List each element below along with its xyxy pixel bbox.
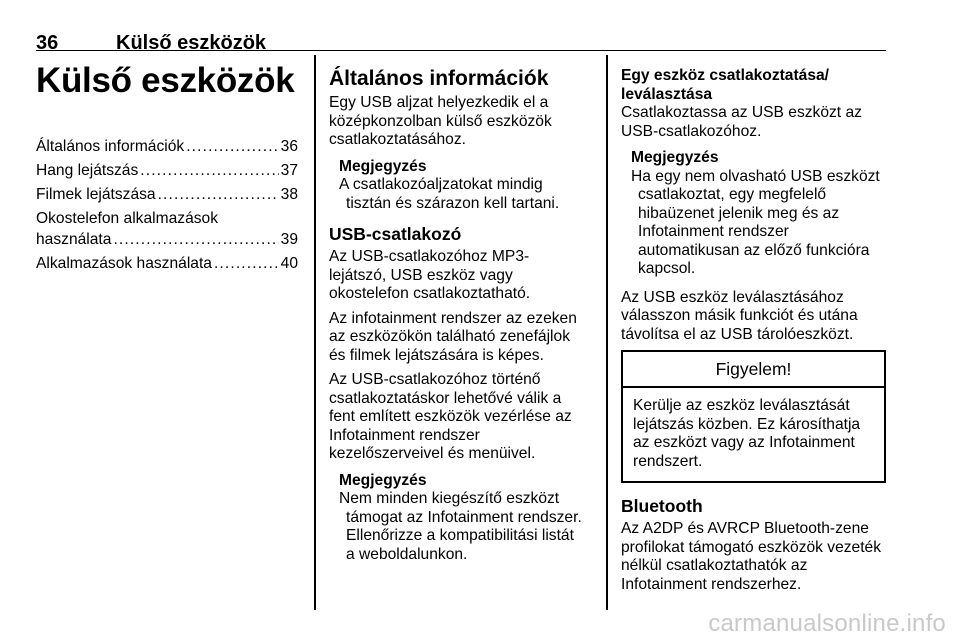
warning-title: Figyelem! bbox=[623, 352, 884, 388]
toc-label: Alkalmazások használata bbox=[36, 255, 212, 272]
column-general-info bbox=[329, 58, 585, 574]
paragraph: Az USB-csatlakozóhoz MP3-lejátszó, USB eszköz vagy okostelefon csatlakoztatható. bbox=[329, 248, 531, 302]
table-of-contents bbox=[36, 136, 298, 274]
note-title: Megjegyzés bbox=[631, 149, 719, 166]
toc-page: 40 bbox=[280, 255, 298, 272]
note-box bbox=[339, 472, 585, 565]
section-heading: Általános információk bbox=[329, 67, 549, 90]
chapter-title: Külső eszközök bbox=[36, 61, 295, 100]
toc-leader bbox=[113, 229, 278, 250]
section-heading: Egy eszköz csatlakoztatása/ leválasztása bbox=[621, 67, 830, 103]
toc-page: 37 bbox=[280, 162, 298, 179]
note-box bbox=[339, 158, 585, 214]
paragraph: Csatlakoztassa az USB eszközt az USB-csatlakozóhoz. bbox=[621, 104, 862, 140]
subsection-heading: USB-csatlakozó bbox=[329, 224, 462, 244]
toc-label: Hang lejátszás bbox=[36, 162, 139, 179]
note-box bbox=[631, 149, 886, 279]
paragraph: Az USB-csatlakozóhoz történő csatlakoztatáskor lehetővé válik a fent említett eszközök vezérlése az Infotainment rendszer kezelőszerveivel és menüivel. bbox=[329, 371, 572, 462]
paragraph: Az infotainment rendszer az ezeken az eszközökön található zenefájlok és filmek lejátszására is képes. bbox=[329, 309, 577, 364]
toc-entry[interactable] bbox=[36, 160, 298, 181]
watermark: carmanualsonline.info bbox=[708, 610, 946, 637]
toc-entry[interactable] bbox=[36, 208, 298, 250]
note-text: Nem minden kiegészítő eszközt támogat az Infotainment rendszer. Ellenőrizze a kompatibilitási listát a weboldalunkon. bbox=[339, 490, 582, 563]
page-header bbox=[36, 14, 886, 54]
note-text: A csatlakozóaljzatokat mindig tisztán és szárazon kell tartani. bbox=[339, 176, 560, 212]
toc-label: Általános információk bbox=[36, 138, 185, 155]
toc-page: 38 bbox=[280, 186, 298, 203]
toc-leader bbox=[158, 184, 279, 205]
column-divider-1 bbox=[314, 55, 316, 610]
paragraph: Az USB eszköz leválasztásához válasszon másik funkciót és utána távolítsa el az USB tárolóeszközt. bbox=[621, 288, 858, 343]
toc-leader bbox=[214, 253, 279, 274]
paragraph: Az A2DP és AVRCP Bluetooth-zene profilokat támogató eszközök vezeték nélkül csatlakoztathatók az Infotainment rendszerhez. bbox=[621, 520, 882, 593]
column-toc bbox=[36, 58, 298, 277]
column-divider-2 bbox=[606, 55, 608, 610]
note-title: Megjegyzés bbox=[339, 157, 427, 175]
toc-leader bbox=[186, 136, 278, 157]
subsection-heading: Bluetooth bbox=[621, 496, 703, 516]
toc-entry[interactable] bbox=[36, 136, 298, 157]
running-title: Külső eszközök bbox=[116, 32, 267, 54]
toc-entry[interactable] bbox=[36, 253, 298, 274]
toc-page: 36 bbox=[280, 138, 298, 155]
note-title: Megjegyzés bbox=[339, 471, 427, 489]
toc-entry[interactable] bbox=[36, 184, 298, 205]
toc-page: 39 bbox=[280, 231, 298, 248]
toc-label-line1: Okostelefon alkalmazások bbox=[36, 210, 219, 227]
column-connect-device bbox=[621, 58, 886, 600]
warning-text: Kerülje az eszköz leválasztását lejátszás közben. Ez károsíthatja az eszközt vagy az Infotainment rendszert. bbox=[633, 397, 861, 470]
intro-paragraph: Egy USB aljzat helyezkedik el a középkonzolban külső eszközök csatlakoztatásához. bbox=[329, 94, 552, 148]
toc-leader bbox=[140, 160, 278, 181]
page-number: 36 bbox=[36, 32, 59, 54]
note-text: Ha egy nem olvasható USB eszközt csatlakoztat, egy megfelelő hibaüzenet jelenik meg és az Infotainment rendszer automatikusan az előző funkcióra kapcsol. bbox=[631, 167, 880, 277]
warning-box bbox=[621, 350, 886, 483]
toc-label: Filmek lejátszása bbox=[36, 186, 156, 203]
toc-label: használata bbox=[36, 231, 112, 248]
